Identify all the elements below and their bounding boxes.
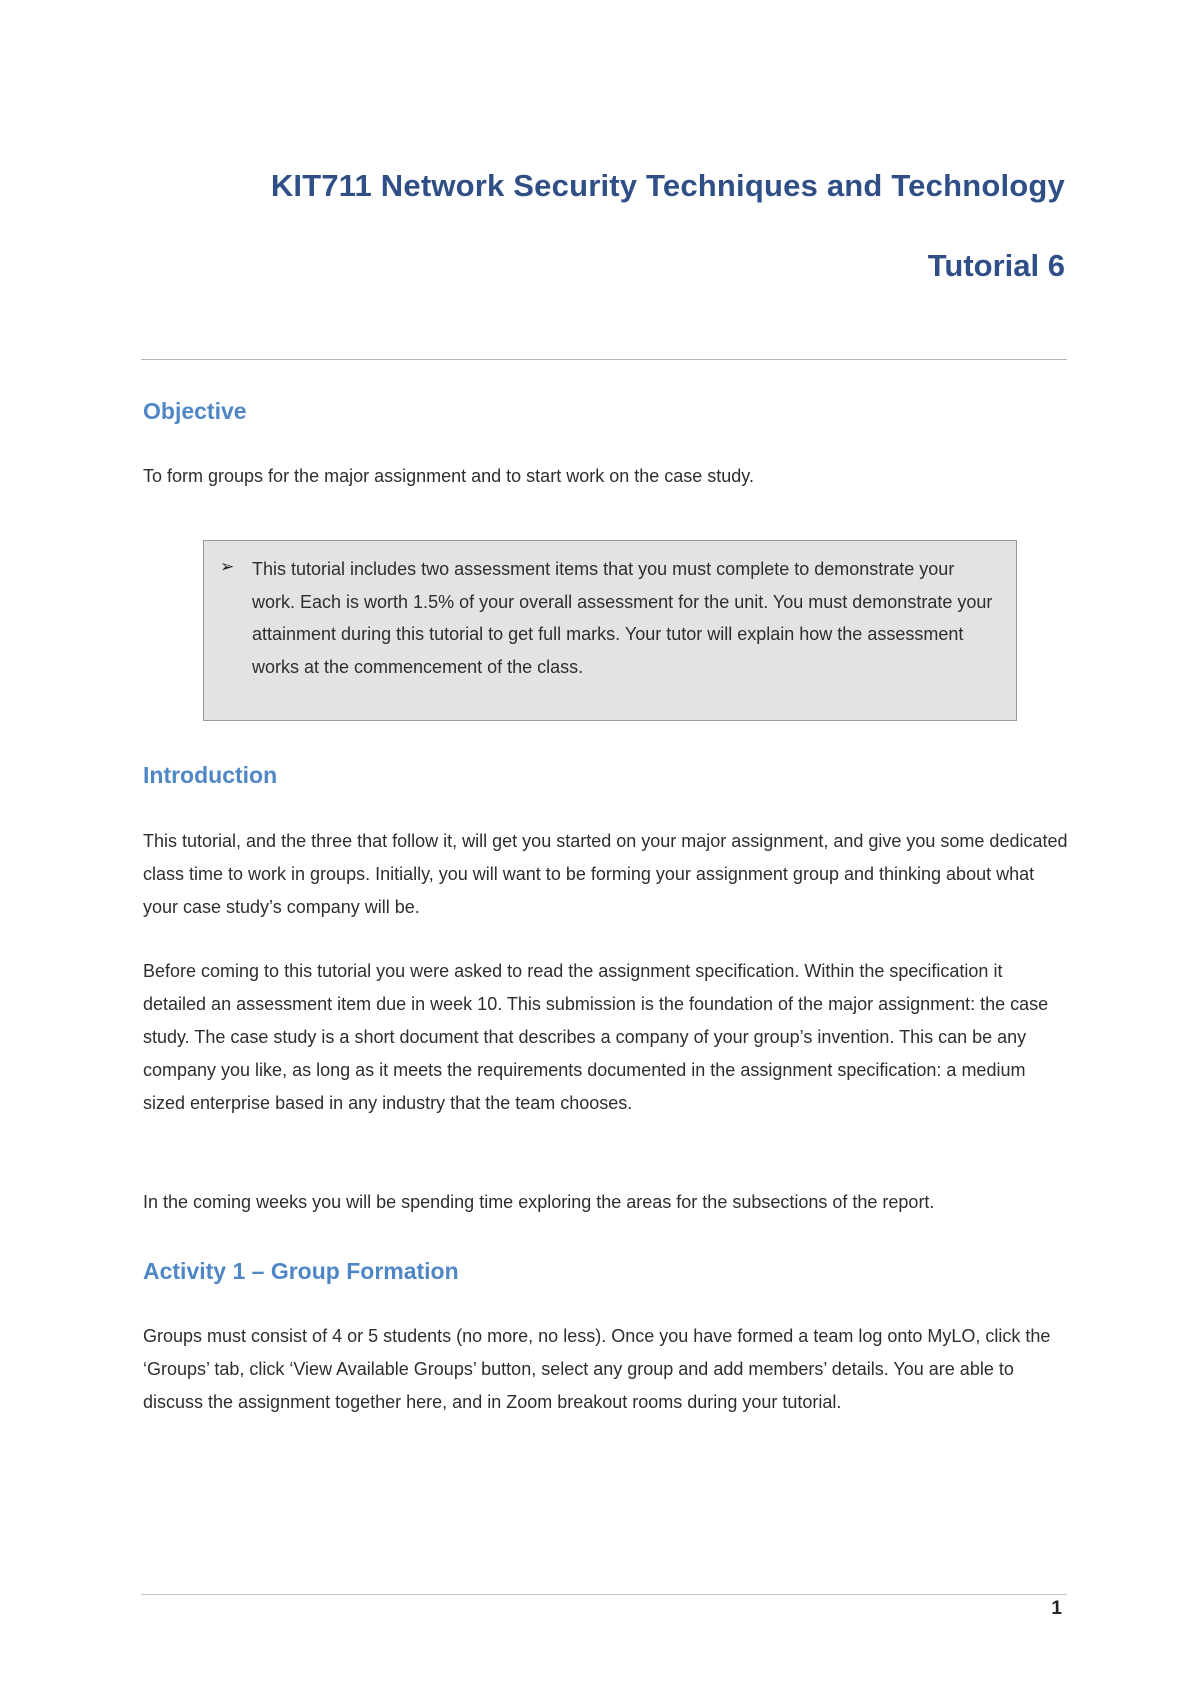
arrow-bullet-icon: ➢: [220, 557, 235, 576]
document-subtitle: Tutorial 6: [927, 248, 1065, 283]
introduction-paragraph-3: In the coming weeks you will be spending time exploring the areas for the subsections of the report.: [143, 1192, 935, 1212]
footer-divider: [141, 1594, 1067, 1595]
activity1-text: Groups must consist of 4 or 5 students (no more, no less). Once you have formed a team log onto MyLO, click the ‘Groups’ tab, click ‘View Available Groups’ button, select any group and add members’ details. You are able to discuss the assignment together here, and in Zoom breakout rooms during your tutorial.: [143, 1326, 1051, 1412]
header-divider: [141, 359, 1067, 360]
introduction-paragraph-2: Before coming to this tutorial you were asked to read the assignment specification. Within the specification it detailed an assessment item due in week 10. This submission is the foundation of the major assignment: the case study. The case study is a short document that describes a company of your group’s invention. This can be any company you like, as long as it meets the requirements documented in the assignment specification: a medium sized enterprise based in any industry that the team chooses.: [143, 961, 1049, 1113]
activity1-heading: Activity 1 – Group Formation: [143, 1258, 459, 1284]
document-title: KIT711 Network Security Techniques and Technology: [270, 168, 1065, 203]
objective-text: To form groups for the major assignment and to start work on the case study.: [143, 466, 754, 486]
page-number: 1: [1051, 1598, 1062, 1619]
assessment-note-text: This tutorial includes two assessment items that you must complete to demonstrate your work. Each is worth 1.5% of your overall assessment for the unit. You must demonstrate your attainment during this tutorial to get full marks. Your tutor will explain how the assessment works at the commencement of the class.: [252, 559, 993, 677]
introduction-paragraph-1: This tutorial, and the three that follow it, will get you started on your major assignment, and give you some dedicated class time to work in groups. Initially, you will want to be forming your assignment group and thinking about what your case study’s company will be.: [143, 831, 1068, 917]
objective-heading: Objective: [143, 398, 247, 424]
assessment-note-box: [203, 540, 1017, 721]
introduction-heading: Introduction: [143, 762, 278, 788]
